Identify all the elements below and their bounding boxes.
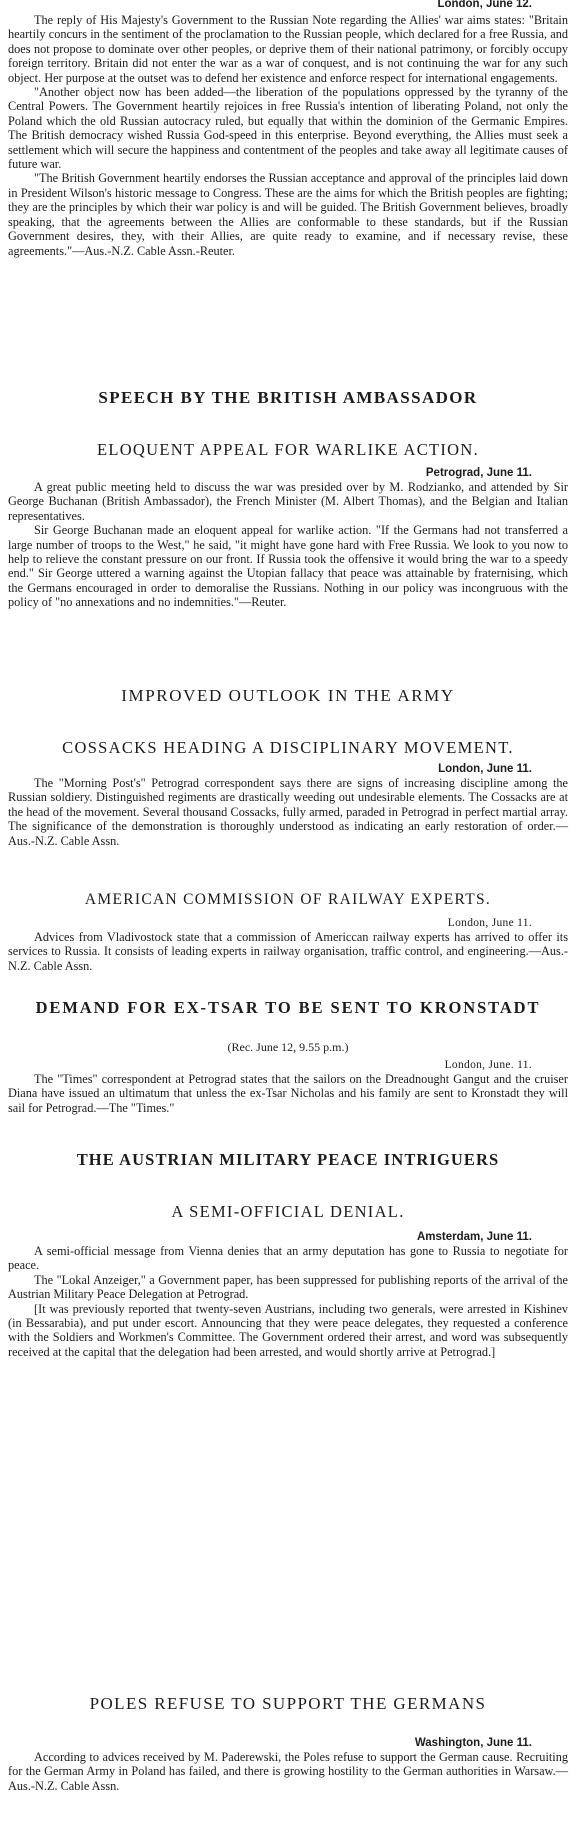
paragraph: The reply of His Majesty's Government to the Russian Note regarding the Allies' war aims states: "Britain heartily concurs in the sentiment of the proclamation to the Russian people, which declared for a free Russia, and does not propose to dominate over other peoples, or deprive them of their national patrimony, or forcibly occupy foreign territory. Britain did not enter the war as a war of conquest, and is not continuing the war for any such object. Her purpose at the outset was to defend her existence and enforce respect for international engagements. bbox=[8, 13, 568, 85]
headline: THE AUSTRIAN MILITARY PEACE INTRIGUERS bbox=[76, 1150, 500, 1169]
dateline: London, June. 11. bbox=[444, 1059, 532, 1071]
dateline: Washington, June 11. bbox=[414, 1737, 532, 1749]
paragraph: A semi-official message from Vienna denies that an army deputation has gone to Russia to negotiate for peace. bbox=[8, 1244, 568, 1273]
dateline: London, June 11. bbox=[438, 763, 532, 775]
article-ex-tsar-demand bbox=[8, 998, 568, 1115]
article-british-ambassador-speech bbox=[8, 388, 568, 408]
headline: IMPROVED OUTLOOK IN THE ARMY bbox=[121, 686, 455, 705]
dateline: London, June 11. bbox=[447, 917, 532, 929]
subheadline: ELOQUENT APPEAL FOR WARLIKE ACTION. bbox=[96, 440, 480, 459]
dateline: Petrograd, June 11. bbox=[425, 467, 532, 479]
article-austrian-intriguers bbox=[8, 1150, 568, 1359]
dateline: London, June 12. bbox=[437, 0, 532, 10]
article-poles-refuse bbox=[8, 1694, 568, 1793]
headline: SPEECH BY THE BRITISH AMBASSADOR bbox=[98, 388, 478, 407]
article-cossacks-body bbox=[8, 738, 568, 848]
paragraph: [It was previously reported that twenty-seven Austrians, including two generals, were arrested in Kishinev (in Bessarabia), and put under escort. Announcing that they were peace delegates, they requested a conference with the Soldiers and Workmen's Committee. The Government ordered their arrest, and word was subsequently received at the capital that the delegation had been arrested, and would shortly arrive at Petrograd.] bbox=[8, 1301, 568, 1359]
paragraph: The "Lokal Anzeiger," a Government paper, has been suppressed for publishing reports of the arrival of the Austrian Military Peace Delegation at Petrograd. bbox=[8, 1272, 568, 1302]
article-improved-outlook bbox=[8, 686, 568, 706]
dateline: Amsterdam, June 11. bbox=[416, 1231, 532, 1243]
received-note: (Rec. June 12, 9.55 p.m.) bbox=[227, 1040, 349, 1054]
paragraph: "Another object now has been added—the liberation of the populations oppressed by the tyranny of the Central Powers. The Government heartily rejoices in free Russia's intention of liberating Poland, not only the Poland which the old Russian autocracy ruled, but equally that within the dominion of the Germanic Empires. The British democracy wished Russia God-speed in this enterprise. Beyond everything, the Allies must seek a settlement which will secure the happiness and contentment of the peoples and take away all legitimate causes of future war. bbox=[8, 85, 568, 172]
paragraph: Sir George Buchanan made an eloquent appeal for warlike action. "If the Germans had not transferred a large number of troops to the West," he said, "it might have gone hard with Free Russia. We look to you now to help to relieve the constant pressure on our front. If Russia took the offensive it would bring the war to a speedy end." Sir George uttered a warning against the Utopian fallacy that peace was attainable by fraternising, which the Germans encouraged in order to demoralise the Russians. Nothing in our policy was incongruous with the policy of "no annexations and no indemnities."—Reuter. bbox=[8, 523, 568, 610]
headline: DEMAND FOR EX-TSAR TO BE SENT TO KRONSTADT bbox=[35, 998, 541, 1017]
paragraph: The "Morning Post's" Petrograd correspondent says there are signs of increasing discipline among the Russian soldiery. Distinguished regiments are drastically weeding out undesirable elements. The Cossacks are at the head of the movement. Several thousand Cossacks, fully armed, paraded in Petrograd in perfect martial array. The significance of the demonstration is thoroughly understood as indicating an early restoration of order.—Aus.-N.Z. Cable Assn. bbox=[8, 776, 568, 848]
article-war-aims-reply bbox=[8, 0, 568, 258]
headline: POLES REFUSE TO SUPPORT THE GERMANS bbox=[89, 1694, 487, 1713]
paragraph: Advices from Vladivostock state that a commission of Americcan railway experts has arrived to offer its services to Russia. It consists of leading experts in railway organisation, traffic control, and engineering.—Aus.-N.Z. Cable Assn. bbox=[8, 930, 568, 973]
article-american-railway-experts bbox=[8, 890, 568, 973]
paragraph: According to advices received by M. Paderewski, the Poles refuse to support the German cause. Recruiting for the German Army in Poland has failed, and there is growing hostility to the German authorities in Warsaw.—Aus.-N.Z. Cable Assn. bbox=[8, 1750, 568, 1793]
article-british-ambassador-body bbox=[8, 440, 568, 610]
subheadline: COSSACKS HEADING A DISCIPLINARY MOVEMENT. bbox=[62, 738, 514, 757]
subheadline: AMERICAN COMMISSION OF RAILWAY EXPERTS. bbox=[84, 891, 492, 908]
paragraph: The "Times" correspondent at Petrograd states that the sailors on the Dreadnought Gangut and the cruiser Diana have issued an ultimatum that unless the ex-Tsar Nicholas and his family are sent to Kronstadt they will sail for Petrograd.—The "Times." bbox=[8, 1072, 568, 1115]
paragraph: "The British Government heartily endorses the Russian acceptance and approval of the principles laid down in President Wilson's historic message to Congress. These are the aims for which the British peoples are fighting; they are the principles by which their war policy is and will be guided. The British Government believes, broadly speaking, that the agreements between the Allies are conformable to these standards, but if the Russian Government desires, they, with their Allies, are quite ready to examine, and if necessary revise, these agreements."—Aus.-N.Z. Cable Assn.-Reuter. bbox=[8, 171, 568, 258]
subheadline: A SEMI-OFFICIAL DENIAL. bbox=[171, 1202, 405, 1221]
paragraph: A great public meeting held to discuss the war was presided over by M. Rodzianko, and attended by Sir George Buchanan (British Ambassador), the French Minister (M. Albert Thomas), and the Belgian and Italian representatives. bbox=[8, 480, 568, 523]
